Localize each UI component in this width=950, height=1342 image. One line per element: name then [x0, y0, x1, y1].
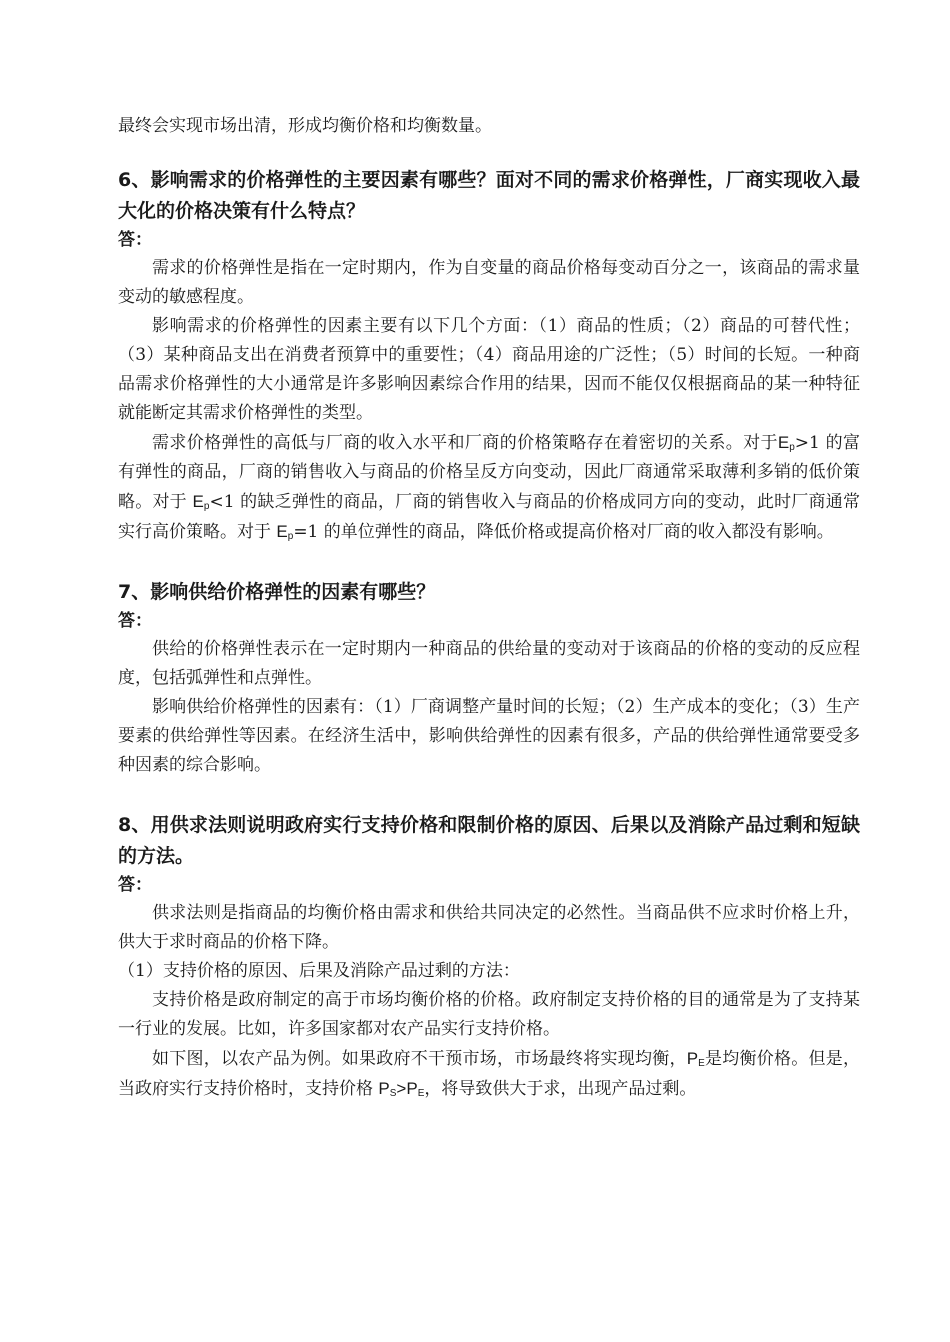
q6-paragraph-3: 需求价格弹性的高低与厂商的收入水平和厂商的价格策略存在着密切的关系。对于$E_p>1$ 的富有弹性的商品，厂商的销售收入与商品的价格呈反方向变动，因此厂商通常采取薄利多销的低价策略。对于 $E_p<1$ 的缺乏弹性的商品，厂商的销售收入与商品的价格成同方向的变动，此时厂商通常实行高价策略。对于 $E_p=1$ 的单位弹性的商品，降低价格或提高价格对厂商的收入都没有影响。: [118, 433, 861, 542]
answer-label: 答：: [118, 611, 152, 631]
intro-text: 最终会实现市场出清，形成均衡价格和均衡数量。: [118, 116, 492, 136]
q7-paragraph-1: 供给的价格弹性表示在一定时期内一种商品的供给量的变动对于该商品的价格的变动的反应程度，包括弧弹性和点弹性。: [118, 639, 860, 688]
question-8-title: 8、用供求法则说明政府实行支持价格和限制价格的原因、后果以及消除产品过剩和短缺的方法。: [118, 814, 860, 867]
q8-paragraph-4: 如下图，以农产品为例。如果政府不干预市场，市场最终将实现均衡，$P_E$是均衡价格。但是，当政府实行支持价格时，支持价格 $P_S>P_E$，将导致供大于求，出现产品过剩。: [118, 1049, 861, 1099]
question-6-title: 6、影响需求的价格弹性的主要因素有哪些？面对不同的需求价格弹性，厂商实现收入最大化的价格决策有什么特点？: [118, 169, 860, 222]
document-page: [118, 112, 860, 1104]
answer-label: 答：: [118, 230, 152, 250]
q8-paragraph-1: 供求法则是指商品的均衡价格由需求和供给共同决定的必然性。当商品供不应求时价格上升，供大于求时商品的价格下降。: [118, 903, 860, 952]
q6-paragraph-1: 需求的价格弹性是指在一定时期内，作为自变量的商品价格每变动百分之一，该商品的需求量变动的敏感程度。: [118, 258, 860, 307]
q8-paragraph-2: （1）支持价格的原因、后果及消除产品过剩的方法：: [118, 961, 520, 981]
q6-paragraph-2: 影响需求的价格弹性的因素主要有以下几个方面：（1）商品的性质；（2）商品的可替代性；（3）某种商品支出在消费者预算中的重要性；（4）商品用途的广泛性；（5）时间的长短。一种商品需求价格弹性的大小通常是许多影响因素综合作用的结果，因而不能仅仅根据商品的某一种特征就能断定其需求价格弹性的类型。: [118, 316, 860, 423]
answer-label: 答：: [118, 875, 152, 895]
question-7-title: 7、影响供给价格弹性的因素有哪些？: [118, 581, 436, 603]
q8-paragraph-3: 支持价格是政府制定的高于市场均衡价格的价格。政府制定支持价格的目的通常是为了支持某一行业的发展。比如，许多国家都对农产品实行支持价格。: [118, 990, 860, 1039]
q7-paragraph-2: 影响供给价格弹性的因素有：（1）厂商调整产量时间的长短；（2）生产成本的变化；（3）生产要素的供给弹性等因素。在经济生活中，影响供给弹性的因素有很多，产品的供给弹性通常要受多种因素的综合影响。: [118, 697, 860, 775]
